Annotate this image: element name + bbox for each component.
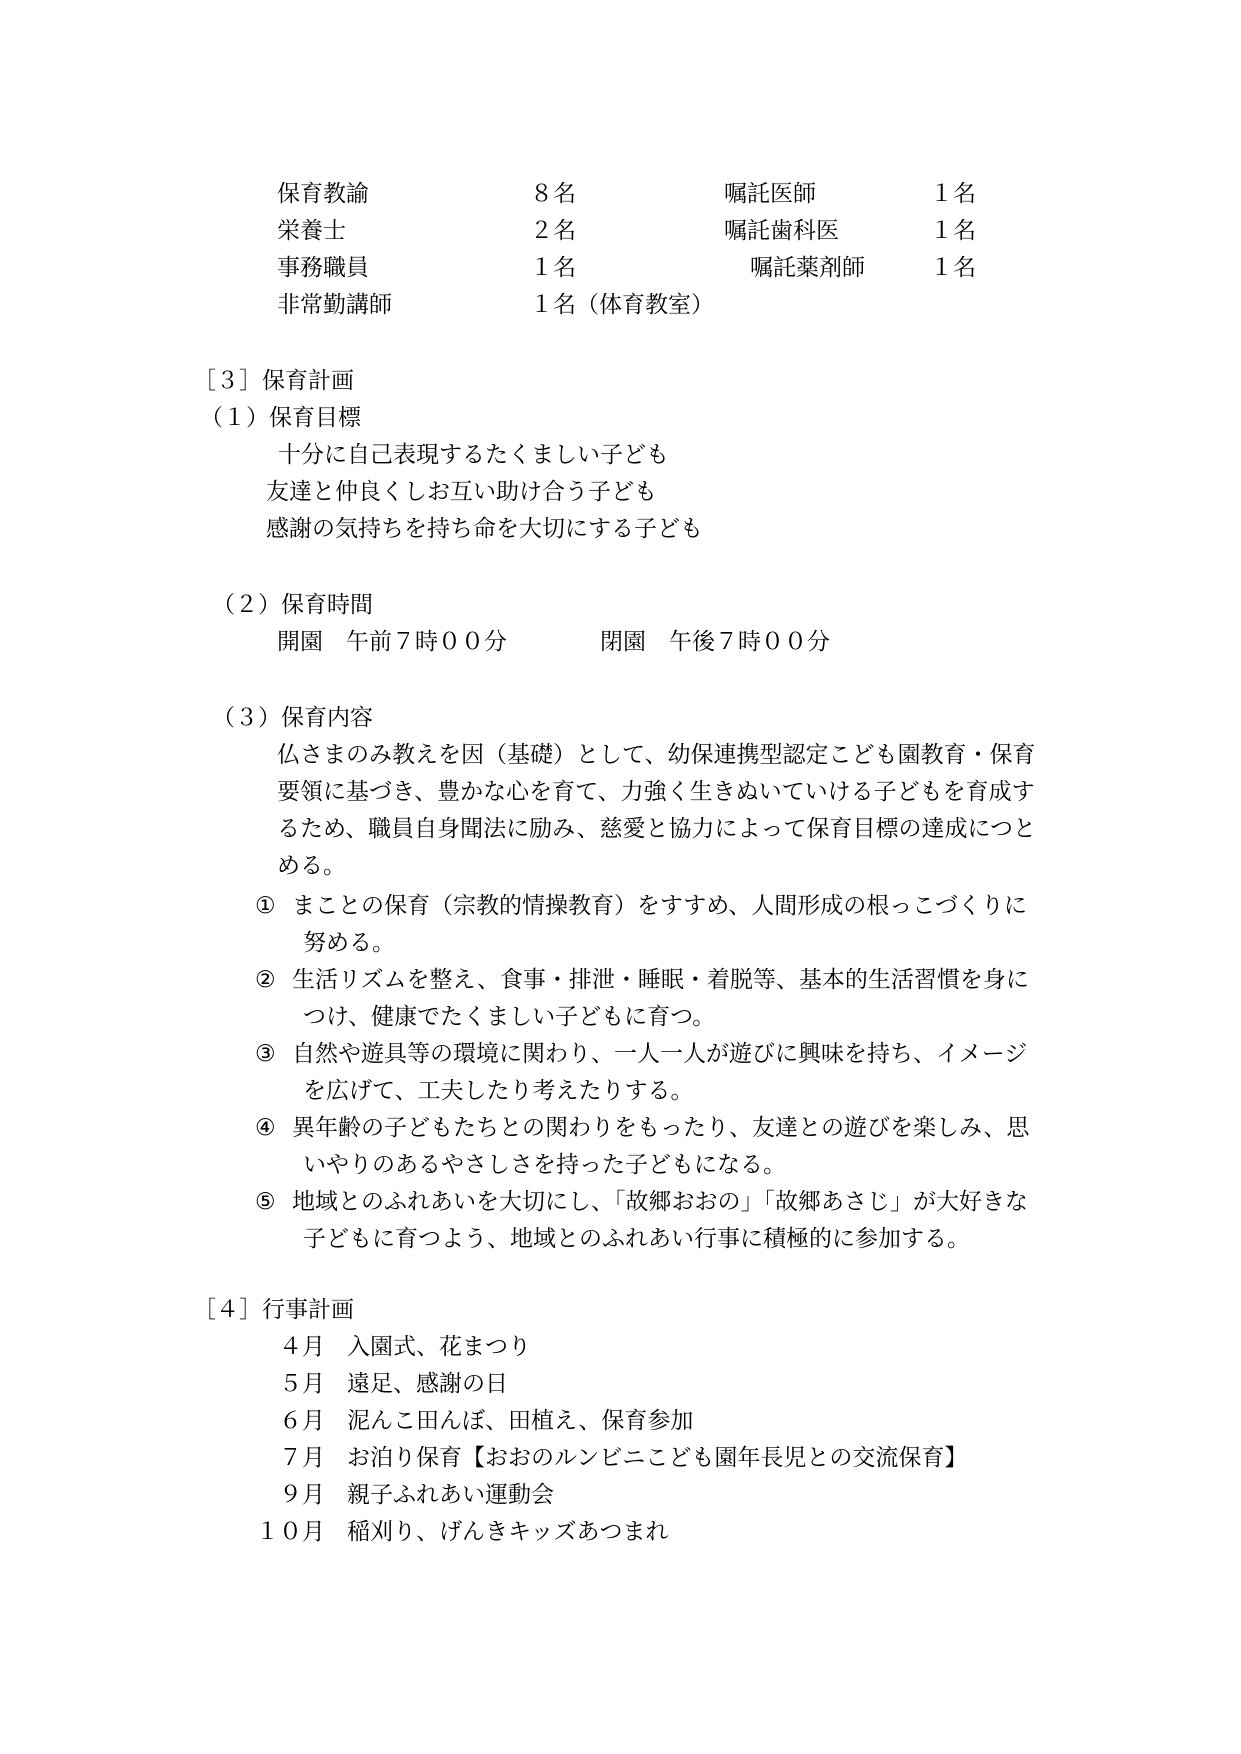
goal-line: 十分に自己表現するたくましい子ども [278,442,669,468]
staff-row [0,253,1241,283]
event-month: ６月 [279,1408,325,1434]
item-text-continued: いやりのあるやさしさを持った子どもになる。 [303,1152,786,1178]
item-text: 生活リズムを整え、食事・排泄・睡眠・着脱等、基本的生活習慣を身に [292,967,1029,993]
section-heading: ［４］行事計画 [193,1297,354,1323]
goal-line: 感謝の気持ちを持ち命を大切にする子ども [266,516,703,542]
staff-row [0,290,1241,320]
opening-time: 開園 午前７時００分 [277,629,507,655]
event-text: 泥んこ田んぼ、田植え、保育参加 [347,1408,694,1434]
item-number: ① [255,893,276,919]
section-heading: ［３］保育計画 [193,368,354,394]
content-paragraph-line: るため、職員自身聞法に励み、慈愛と協力によって保育目標の達成につと [277,816,1036,842]
item-text-continued: 子どもに育つよう、地域とのふれあい行事に積極的に参加する。 [303,1226,970,1252]
content-paragraph-line: 仏さまのみ教えを因（基礎）として、幼保連携型認定こども園教育・保育 [277,742,1036,768]
staff-title: 嘱託薬剤師 [750,255,865,281]
event-row [245,1443,967,1473]
item-text: まことの保育（宗教的情操教育）をすすめ、人間形成の根っこづくりに [292,893,1027,919]
content-paragraph-line: める。 [277,853,346,879]
staff-count: １名 [930,181,976,207]
staff-count: １名 [930,218,976,244]
item-number: ④ [255,1115,276,1141]
event-text: 親子ふれあい運動会 [347,1482,554,1508]
staff-count: ２名 [530,218,576,244]
event-month: １０月 [256,1519,325,1545]
item-text: 自然や遊具等の環境に関わり、一人一人が遊びに興味を持ち、イメージ [292,1041,1028,1067]
event-row [245,1406,693,1436]
event-row [245,1517,669,1547]
staff-title: 嘱託医師 [724,181,816,207]
item-text: 地域とのふれあいを大切にし、「故郷おおの」「故郷あさじ」が大好きな [292,1189,1028,1215]
content-paragraph-line: 要領に基づき、豊かな心を育て、力強く生きぬいていける子どもを育成す [277,779,1035,805]
staff-title: 嘱託歯科医 [724,218,839,244]
item-number: ③ [255,1041,276,1067]
staff-title: 非常勤講師 [277,292,392,318]
goal-line: 友達と仲良くしお互い助け合う子ども [266,479,657,505]
staff-count: １名 [530,255,576,281]
event-row [245,1369,508,1399]
staff-row [0,216,1241,246]
subsection-heading: （２）保育時間 [212,592,373,618]
item-text-continued: つけ、健康でたくましい子どもに育つ。 [303,1004,716,1030]
item-number: ⑤ [255,1189,276,1215]
closing-time: 閉園 午後７時００分 [600,629,830,655]
staff-count: ８名 [530,181,576,207]
event-month: ９月 [279,1482,325,1508]
item-text: 異年齢の子どもたちとの関わりをもったり、友達との遊びを楽しみ、思 [292,1115,1030,1141]
event-month: ７月 [279,1445,325,1471]
event-row [245,1332,531,1362]
event-month: ５月 [279,1371,325,1397]
item-text-continued: を広げて、工夫したり考えたりする。 [303,1078,694,1104]
event-text: 稲刈り、げんきキッズあつまれ [347,1519,669,1545]
subsection-heading: （１）保育目標 [200,405,361,431]
event-text: 入園式、花まつり [347,1334,531,1360]
subsection-heading: （３）保育内容 [212,705,373,731]
event-text: お泊り保育【おおのルンビニこども園年長児との交流保育】 [347,1445,968,1471]
staff-count: １名 [930,255,976,281]
event-text: 遠足、感謝の日 [347,1371,508,1397]
item-number: ② [255,967,276,993]
item-text-continued: 努める。 [303,930,395,956]
staff-row [0,179,1241,209]
event-row [245,1480,554,1510]
staff-title: 事務職員 [277,255,369,281]
staff-count: １名（体育教室） [530,292,714,318]
event-month: ４月 [279,1334,325,1360]
staff-title: 栄養士 [277,218,346,244]
staff-title: 保育教諭 [277,181,369,207]
